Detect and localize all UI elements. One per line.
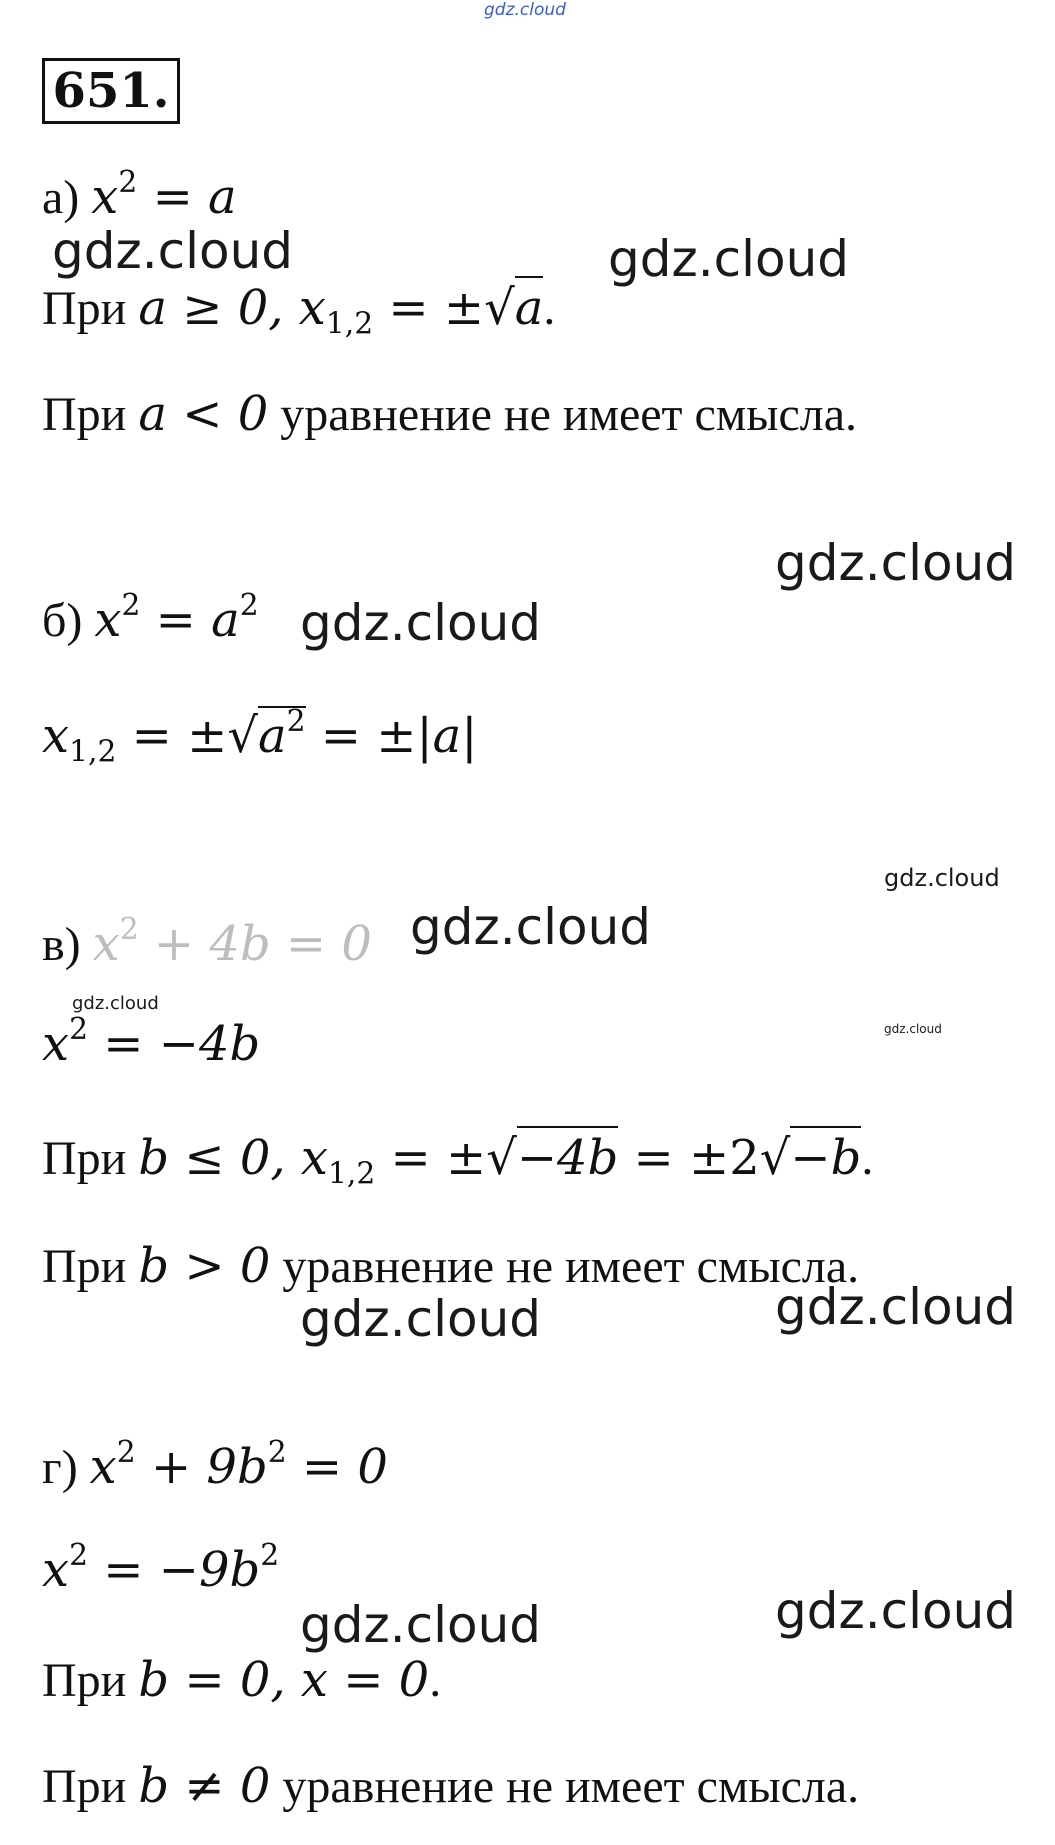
part-g-equation xyxy=(42,1437,388,1498)
conclusion-text: уравнение не имеет смысла. xyxy=(270,1760,860,1813)
plus-minus: = ± xyxy=(116,708,228,764)
exponent: 2 xyxy=(267,1435,287,1471)
part-v-line3 xyxy=(42,1236,859,1297)
watermark: gdz.cloud xyxy=(300,594,542,652)
condition: b = 0, x = 0 xyxy=(138,1652,430,1708)
watermark: gdz.cloud xyxy=(775,534,1017,592)
watermark: gdz.cloud xyxy=(410,898,652,956)
part-a-equation xyxy=(42,167,237,228)
exponent: 2 xyxy=(69,1538,89,1574)
text-pri: При xyxy=(42,1760,139,1813)
plus-minus: = ± xyxy=(373,280,485,336)
condition: b ≤ 0, xyxy=(138,1130,301,1186)
part-a-eq-exp: 2 xyxy=(118,165,138,201)
var-x: x xyxy=(42,1016,70,1072)
eq-rhs: = a xyxy=(140,592,240,648)
watermark: gdz.cloud xyxy=(775,1582,1017,1640)
part-a-line1 xyxy=(42,278,556,342)
exponent: 2 xyxy=(69,1012,89,1048)
part-b-label: б) xyxy=(42,594,83,647)
exponent: 2 xyxy=(239,588,259,624)
part-v-line1 xyxy=(42,1014,260,1075)
exponent: 2 xyxy=(121,588,141,624)
sqrt-arg: a xyxy=(515,276,544,336)
part-a-eq-lhs: x xyxy=(91,169,119,225)
watermark: gdz.cloud xyxy=(52,222,294,280)
conclusion-text: уравнение не имеет смысла. xyxy=(268,388,858,441)
exponent: 2 xyxy=(119,912,139,948)
period: . xyxy=(861,1132,874,1185)
eq-mid: + 9b xyxy=(135,1439,268,1495)
subscript: 1,2 xyxy=(325,306,374,342)
abs-value: = ±|a| xyxy=(305,708,478,764)
period: . xyxy=(543,282,556,335)
var-x: x xyxy=(89,1439,117,1495)
exponent: 2 xyxy=(286,704,306,740)
part-g-line2 xyxy=(42,1650,441,1711)
text-pri: При xyxy=(42,282,139,335)
text-pri: При xyxy=(42,1240,139,1293)
condition: a ≥ 0, xyxy=(138,280,299,336)
condition: b ≠ 0 xyxy=(138,1758,271,1814)
text-pri: При xyxy=(42,1132,139,1185)
text-pri: При xyxy=(42,388,139,441)
text-pri: При xyxy=(42,1654,139,1707)
eq-rest: = −4b xyxy=(88,1016,261,1072)
part-a-label: а) xyxy=(42,171,80,224)
watermark-top: gdz.cloud xyxy=(484,0,566,20)
var-x: x xyxy=(94,592,122,648)
part-v-equation xyxy=(42,914,372,975)
var-x: x xyxy=(92,916,120,972)
watermark: gdz.cloud xyxy=(300,1290,542,1348)
sqrt-icon: √ xyxy=(486,1130,517,1186)
eq-rest: + 4b = 0 xyxy=(138,916,372,972)
var-x: x xyxy=(42,708,70,764)
part-a-line2 xyxy=(42,384,857,445)
watermark: gdz.cloud xyxy=(884,864,1000,892)
condition: a < 0 xyxy=(138,386,269,442)
watermark: gdz.cloud xyxy=(775,1278,1017,1336)
sqrt-arg: −b xyxy=(790,1126,861,1186)
plus-minus-two: = ±2 xyxy=(618,1130,760,1186)
condition: b > 0 xyxy=(138,1238,271,1294)
eq-rest: = 0 xyxy=(286,1439,388,1495)
part-a-eq-rest: = a xyxy=(137,169,237,225)
exponent: 2 xyxy=(260,1538,280,1574)
part-g-line3 xyxy=(42,1756,859,1817)
part-b-equation xyxy=(42,590,259,651)
var-x: x xyxy=(298,280,326,336)
sqrt-icon: √ xyxy=(759,1130,791,1186)
part-g-line1 xyxy=(42,1540,279,1601)
sqrt-arg: −4b xyxy=(517,1126,618,1186)
watermark: gdz.cloud xyxy=(608,230,850,288)
subscript: 1,2 xyxy=(69,734,117,770)
part-v-label: в) xyxy=(42,918,81,971)
part-v-line2 xyxy=(42,1128,874,1192)
watermark: gdz.cloud xyxy=(884,1022,942,1036)
var-x: x xyxy=(300,1130,328,1186)
problem-number: 651. xyxy=(42,58,180,124)
exponent: 2 xyxy=(116,1435,136,1471)
watermark: gdz.cloud xyxy=(300,1596,542,1654)
period: . xyxy=(429,1654,442,1707)
subscript: 1,2 xyxy=(327,1156,376,1192)
var-x: x xyxy=(42,1542,70,1598)
watermark: gdz.cloud xyxy=(72,993,159,1014)
conclusion-text: уравнение не имеет смысла. xyxy=(270,1240,860,1293)
sqrt-icon: √ xyxy=(484,280,515,336)
eq-rhs: = −9b xyxy=(88,1542,261,1598)
sqrt-icon: √ xyxy=(227,708,258,764)
part-g-label: г) xyxy=(42,1441,78,1494)
sqrt-arg: a xyxy=(257,708,287,764)
plus-minus: = ± xyxy=(375,1130,487,1186)
part-b-line1 xyxy=(42,704,478,770)
